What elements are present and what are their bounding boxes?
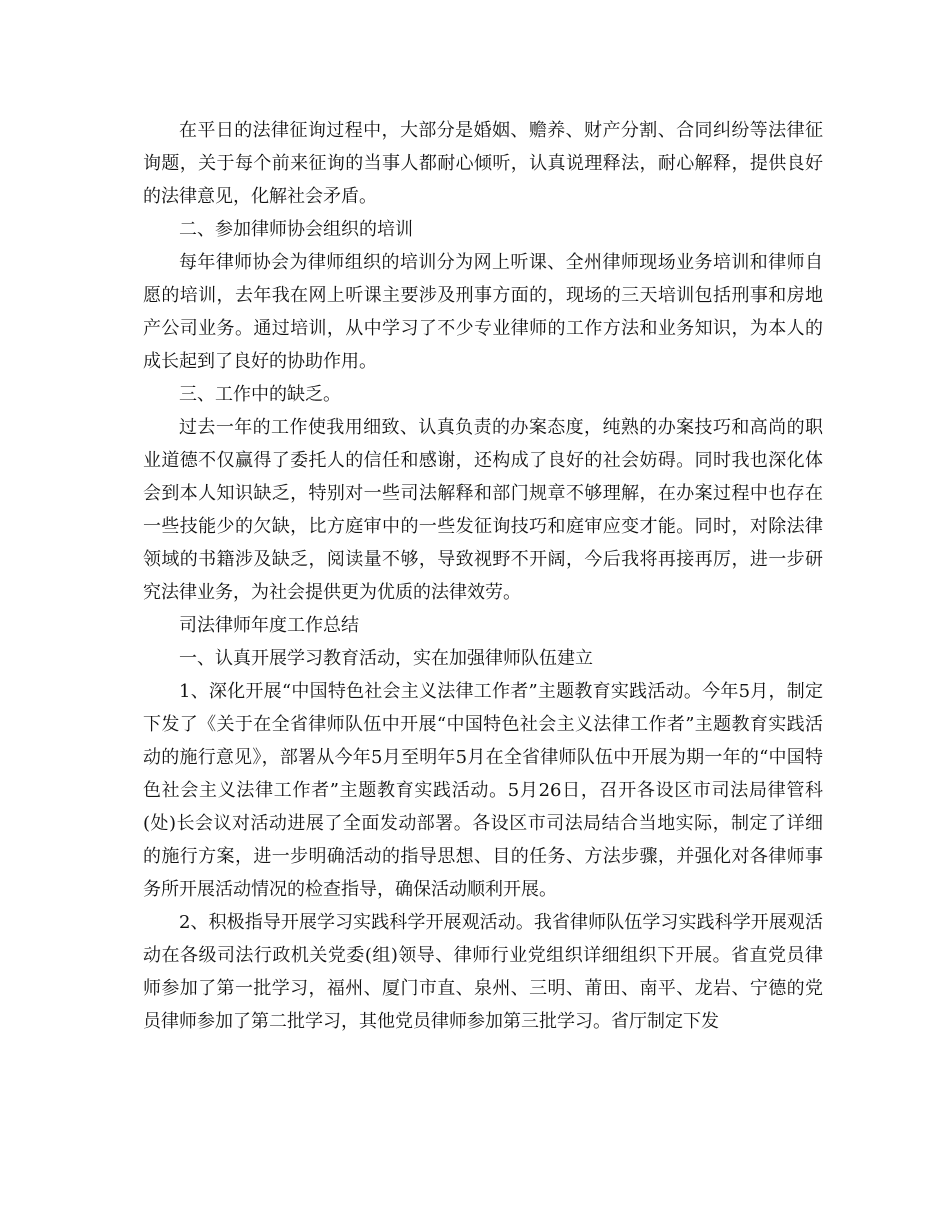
document-body — [143, 114, 823, 1038]
paragraph-study-1: 1、深化开展“中国特色社会主义法律工作者”主题教育实践活动。今年5月，制定下发了《关于在全省律师队伍中开展“中国特色社会主义法律工作者”主题教育实践活动的施行意见》，部署从今年5月至明年5月在全省律师队伍中开展为期一年的“中国特色社会主义法律工作者”主题教育实践活动。5月26日，召开各设区市司法局律管科(处)长会议对活动进展了全面发动部署。各设区市司法局结合当地实际，制定了详细的施行方案，进一步明确活动的指导思想、目的任务、方法步骤，并强化对各律师事务所开展活动情况的检查指导，确保活动顺利开展。 — [143, 681, 823, 900]
section-heading-study: 一、认真开展学习教育活动，实在加强律师队伍建立 — [179, 648, 593, 669]
section-heading-training: 二、参加律师协会组织的培训 — [179, 219, 413, 240]
paragraph-study-2: 2、积极指导开展学习实践科学开展观活动。我省律师队伍学习实践科学开展观活动在各级司法行政机关党委(组)领导、律师行业党组织详细组织下开展。省直党员律师参加了第一批学习，福州、厦门市直、泉州、三明、莆田、南平、龙岩、宁德的党员律师参加了第二批学习，其他党员律师参加第三批学习。省厅制定下发 — [143, 912, 823, 1032]
paragraph-consultation: 在平日的法律征询过程中，大部分是婚姻、赡养、财产分割、合同纠纷等法律征询题，关于每个前来征询的当事人都耐心倾听，认真说理释法，耐心解释，提供良好的法律意见，化解社会矛盾。 — [143, 120, 823, 207]
document-subtitle: 司法律师年度工作总结 — [179, 615, 359, 636]
section-heading-shortcomings: 三、工作中的缺乏。 — [179, 384, 341, 405]
paragraph-shortcomings: 过去一年的工作使我用细致、认真负责的办案态度，纯熟的办案技巧和高尚的职业道德不仅赢得了委托人的信任和感谢，还构成了良好的社会妨碍。同时我也深化体会到本人知识缺乏，特别对一些司法解释和部门规章不够理解，在办案过程中也存在一些技能少的欠缺，比方庭审中的一些发征询技巧和庭审应变才能。同时，对除法律领域的书籍涉及缺乏，阅读量不够，导致视野不开阔，今后我将再接再厉，进一步研究法律业务，为社会提供更为优质的法律效劳。 — [143, 417, 823, 603]
paragraph-training: 每年律师协会为律师组织的培训分为网上听课、全州律师现场业务培训和律师自愿的培训，去年我在网上听课主要涉及刑事方面的，现场的三天培训包括刑事和房地产公司业务。通过培训，从中学习了不少专业律师的工作方法和业务知识，为本人的成长起到了良好的协助作用。 — [143, 252, 823, 372]
